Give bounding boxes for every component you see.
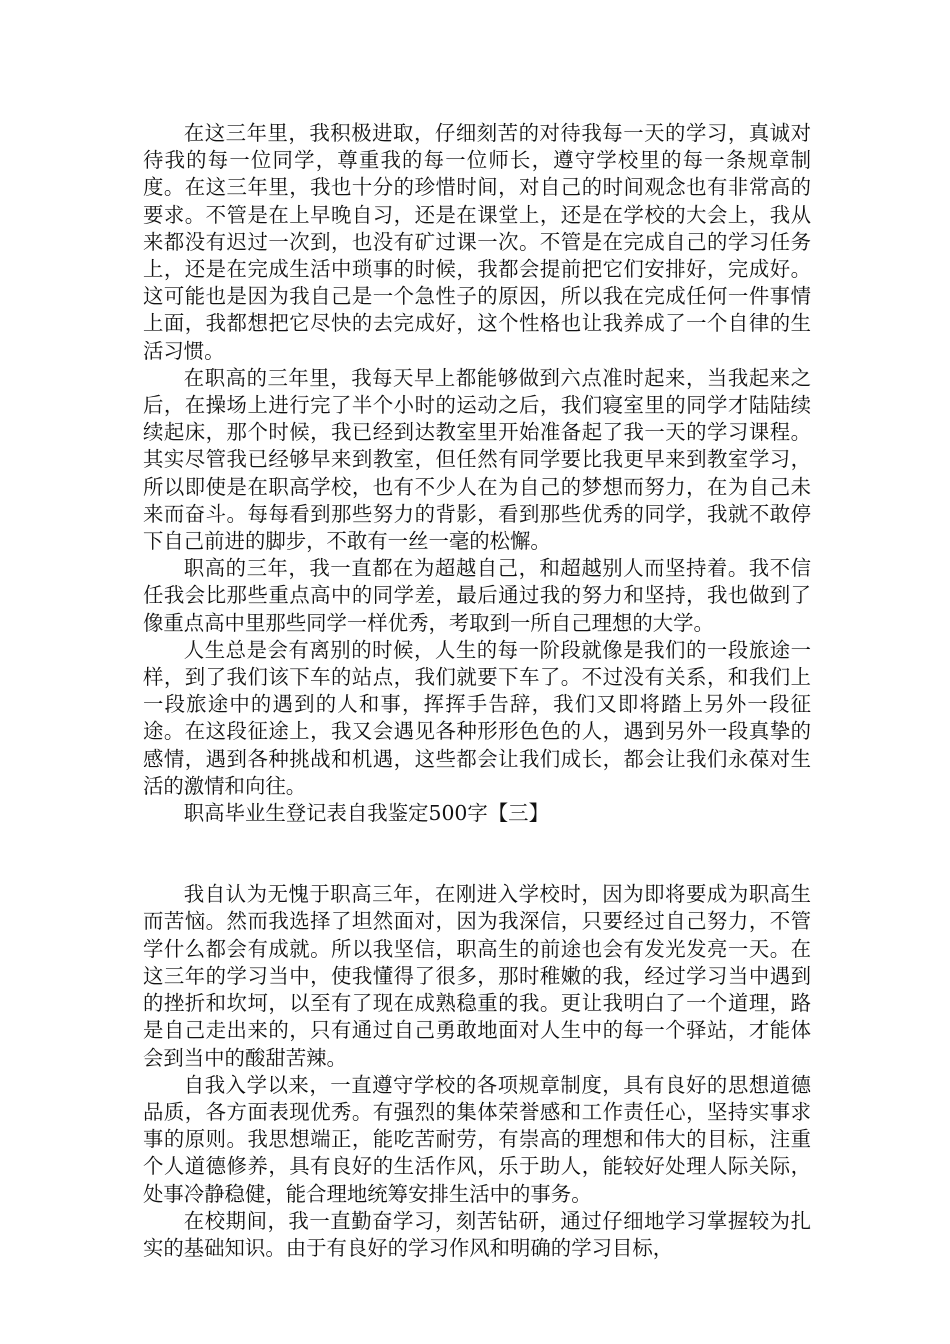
paragraph-study: 在校期间，我一直勤奋学习，刻苦钻研，通过仔细地学习掌握较为扎实的基础知识。由于有良好的学习作风和明确的学习目标， xyxy=(143,1208,811,1260)
paragraph-conduct: 自我入学以来，一直遵守学校的各项规章制度，具有良好的思想道德品质，各方面表现优秀。有强烈的集体荣誉感和工作责任心，坚持实事求事的原则。我思想端正，能吃苦耐劳，有崇高的理想和伟大的目标，注重个人道德修养，具有良好的生活作风，乐于助人，能较好处理人际关际，处事冷静稳健，能合理地统筹安排生活中的事务。 xyxy=(143,1072,811,1206)
paragraph-diligence: 在这三年里，我积极进取，仔细刻苦的对待我每一天的学习，真诚对待我的每一位同学，尊重我的每一位师长，遵守学校里的每一条规章制度。在这三年里，我也十分的珍惜时间，对自己的时间观念也有非常高的要求。不管是在上早晚自习，还是在课堂上，还是在学校的大会上，我从来都没有迟过一次到，也没有矿过课一次。不管是在完成自己的学习任务上，还是在完成生活中琐事的时候，我都会提前把它们安排好，完成好。这可能也是因为我自己是一个急性子的原因，所以我在完成任何一件事情上面，我都想把它尽快的去完成好，这个性格也让我养成了一个自律的生活习惯。 xyxy=(143,121,811,363)
document-page xyxy=(143,120,811,1262)
section-heading: 职高毕业生登记表自我鉴定500字【三】 xyxy=(183,801,549,826)
paragraph-self-assessment: 我自认为无愧于职高三年，在刚进入学校时，因为即将要成为职高生而苦恼。然而我选择了坦然面对，因为我深信，只要经过自己努力，不管学什么都会有成就。所以我坚信，职高生的前途也会有发光发亮一天。在这三年的学习当中，使我懂得了很多，那时稚嫩的我，经过学习当中遇到的挫折和坎坷，以至有了现在成熟稳重的我。更让我明白了一个道理，路是自己走出来的，只有通过自己勇敢地面对人生中的每一个驿站，才能体会到当中的酸甜苦辣。 xyxy=(143,882,811,1070)
section-spacer xyxy=(143,827,811,881)
paragraph-persistence: 职高的三年，我一直都在为超越自己，和超越别人而坚持着。我不信任我会比那些重点高中的同学差，最后通过我的努力和坚持，我也做到了像重点高中里那些同学一样优秀，考取到一所自己理想的大学。 xyxy=(143,556,811,635)
paragraph-early-rising: 在职高的三年里，我每天早上都能够做到六点准时起来，当我起来之后，在操场上进行完了半个小时的运动之后，我们寝室里的同学才陆陆续续起床，那个时候，我已经到达教室里开始准备起了我一天的学习课程。其实尽管我已经够早来到教室，但任然有同学要比我更早来到教室学习，所以即使是在职高学校，也有不少人在为自己的梦想而努力，在为自己未来而奋斗。每每看到那些努力的背影，看到那些优秀的同学，我就不敢停下自己前进的脚步，不敢有一丝一毫的松懈。 xyxy=(143,365,811,554)
paragraph-farewell: 人生总是会有离别的时候，人生的每一阶段就像是我们的一段旅途一样，到了我们该下车的站点，我们就要下车了。不过没有关系，和我们上一段旅途中的遇到的人和事，挥挥手告辞，我们又即将踏上另外一段征途。在这段征途上，我又会遇见各种形形色色的人，遇到另外一段真挚的感情，遇到各种挑战和机遇，这些都会让我们成长，都会让我们永葆对生活的激情和向往。 xyxy=(143,637,811,798)
